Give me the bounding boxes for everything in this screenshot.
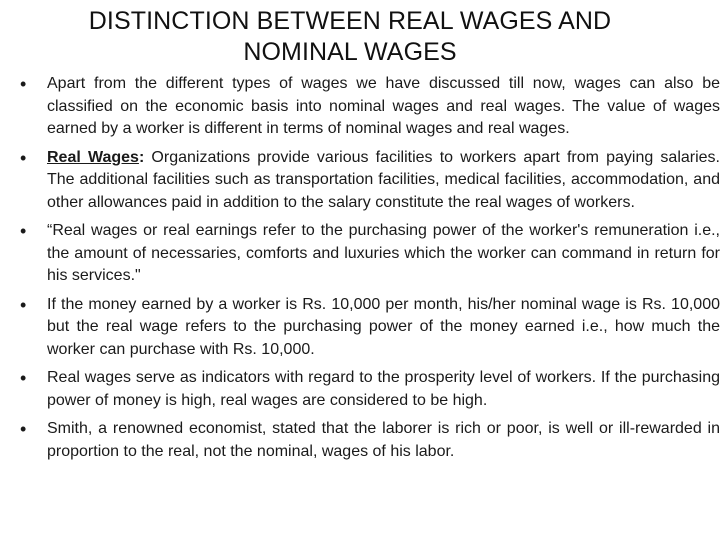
title-line-2: NOMINAL WAGES <box>243 38 457 66</box>
slide-title <box>40 6 660 68</box>
bullet-item <box>18 418 720 463</box>
bullet-icon: • <box>20 74 27 94</box>
bullet-text: Smith, a renowned economist, stated that the laborer is rich or poor, is well or ill-rewarded in proportion to the real, not the nominal, wages of his labor. <box>47 420 720 460</box>
bullet-icon: • <box>20 147 27 168</box>
bullet-term-suffix: : <box>138 148 145 166</box>
bullet-item <box>18 147 720 215</box>
bullet-list <box>18 73 720 469</box>
bullet-text: Organizations provide various facilities to workers apart from paying salaries. The additional facilities such as transportation facilities, medical facilities, accommodation, and other allowances paid in addition to the salary constitute the real wages of workers. <box>47 148 721 211</box>
title-line-1: DISTINCTION BETWEEN REAL WAGES AND <box>88 7 612 35</box>
bullet-item <box>18 367 720 412</box>
bullet-term: Real Wages <box>47 148 139 166</box>
bullet-item <box>18 294 720 362</box>
bullet-icon: • <box>20 419 27 439</box>
bullet-item <box>18 220 720 288</box>
bullet-text: “Real wages or real earnings refer to the purchasing power of the worker's remuneration i.e., the amount of necessaries, comforts and luxuries which the worker can command in return for his services." <box>47 222 720 284</box>
bullet-icon: • <box>20 221 27 241</box>
bullet-icon: • <box>20 368 27 388</box>
bullet-text: Real wages serve as indicators with regard to the prosperity level of workers. If the purchasing power of money is high, real wages are considered to be high. <box>47 369 720 409</box>
bullet-icon: • <box>20 294 27 315</box>
bullet-text: Apart from the different types of wages we have discussed till now, wages can also be classified on the economic basis into nominal wages and real wages. The value of wages earned by a worker is different in terms of nominal wages and real wages. <box>47 75 720 137</box>
bullet-item <box>18 73 720 141</box>
bullet-text: If the money earned by a worker is Rs. 10,000 per month, his/her nominal wage is Rs. 10,000 but the real wage refers to the purchasing power of the money earned i.e., how much the worker can purchase with Rs. 10,000. <box>47 295 720 358</box>
